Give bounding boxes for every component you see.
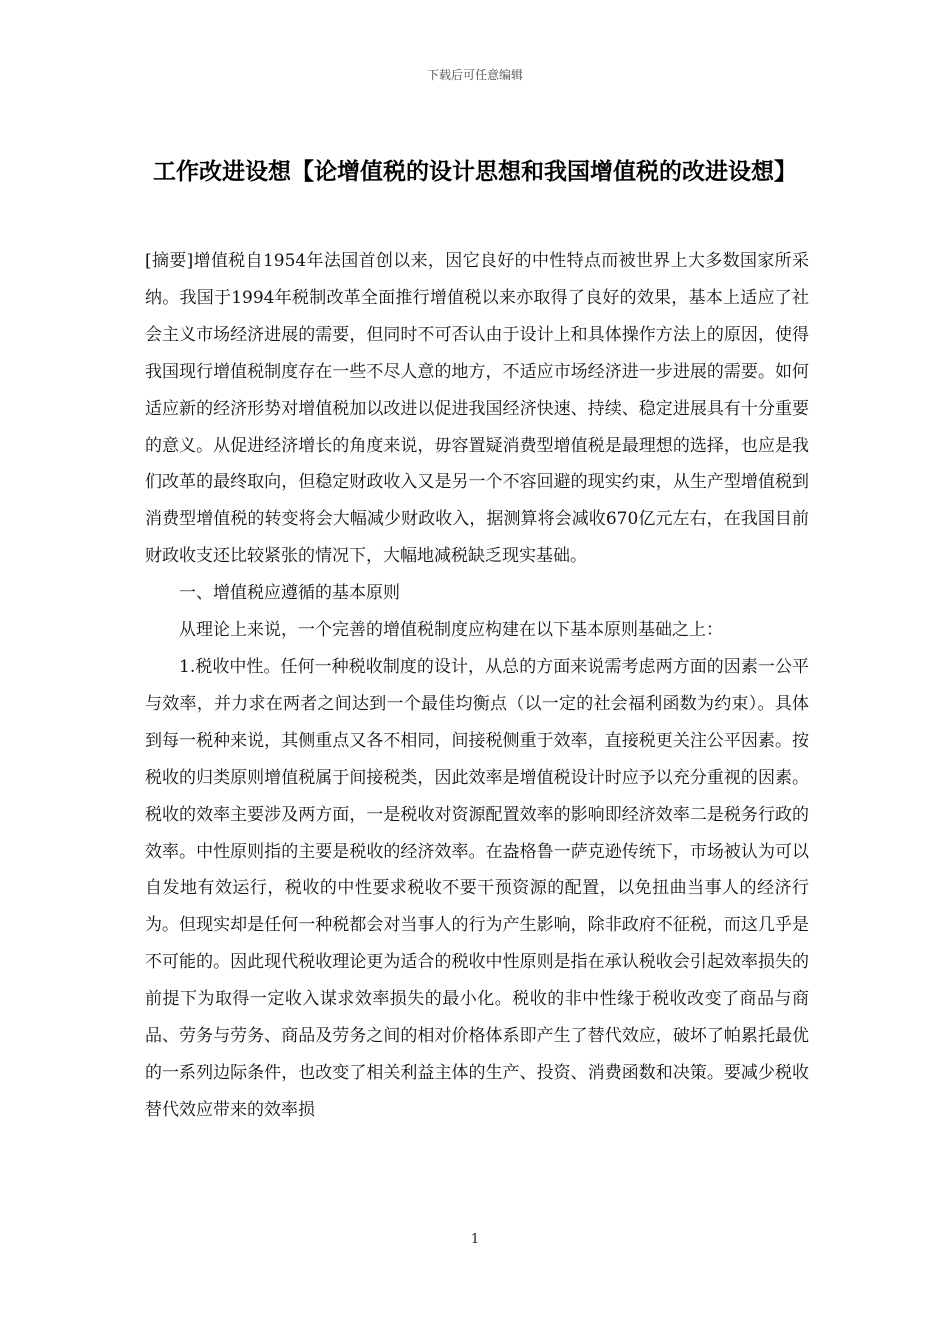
document-body (145, 243, 809, 1129)
intro-paragraph: 从理论上来说，一个完善的增值税制度应构建在以下基本原则基础之上： (179, 620, 723, 641)
section-heading: 一、增值税应遵循的基本原则 (179, 583, 400, 604)
page-number: 1 (470, 1232, 480, 1247)
abstract-paragraph: [摘要]增值税自1954年法国首创以来，因它良好的中性特点而被世界上大多数国家所采纳。我国于1994年税制改革全面推行增值税以来亦取得了良好的效果，基本上适应了社会主义市场经济进展的需要，但同时不可否认由于设计上和具体操作方法上的原因，使得我国现行增值税制度存在一些不尽人意的地方，不适应市场经济进一步进展的需要。如何适应新的经济形势对增值税加以改进以促进我国经济快速、持续、稳定进展具有十分重要的意义。从促进经济增长的角度来说，毋容置疑消费型增值税是最理想的选择，也应是我们改革的最终取向，但稳定财政收入又是另一个不容回避的现实约束，从生产型增值税到消费型增值税的转变将会大幅减少财政收入，据测算将会减收670亿元左右，在我国目前财政收支还比较紧张的情况下，大幅地减税缺乏现实基础。 (145, 251, 809, 567)
header-note: 下载后可任意编辑 (426, 68, 523, 82)
point-1-paragraph: 1.税收中性。任何一种税收制度的设计，从总的方面来说需考虑两方面的因素一公平与效率，并力求在两者之间达到一个最佳均衡点（以一定的社会福利函数为约束）。具体到每一税种来说，其侧重点又各不相同，间接税侧重于效率，直接税更关注公平因素。按税收的归类原则增值税属于间接税类，因此效率是增值税设计时应予以充分重视的因素。税收的效率主要涉及两方面，一是税收对资源配置效率的影响即经济效率二是税务行政的效率。中性原则指的主要是税收的经济效率。在盎格鲁一萨克逊传统下，市场被认为可以自发地有效运行，税收的中性要求税收不要干预资源的配置，以免扭曲当事人的经济行为。但现实却是任何一种税都会对当事人的行为产生影响，除非政府不征税，而这几乎是不可能的。因此现代税收理论更为适合的税收中性原则是指在承认税收会引起效率损失的前提下为取得一定收入谋求效率损失的最小化。税收的非中性缘于税收改变了商品与商品、劳务与劳务、商品及劳务之间的相对价格体系即产生了替代效应，破坏了帕累托最优的一系列边际条件，也改变了相关利益主体的生产、投资、消费函数和决策。要减少税收替代效应带来的效率损 (145, 656, 809, 1120)
document-title: 工作改进设想【论增值税的设计思想和我国增值税的改进设想】 (153, 159, 797, 185)
